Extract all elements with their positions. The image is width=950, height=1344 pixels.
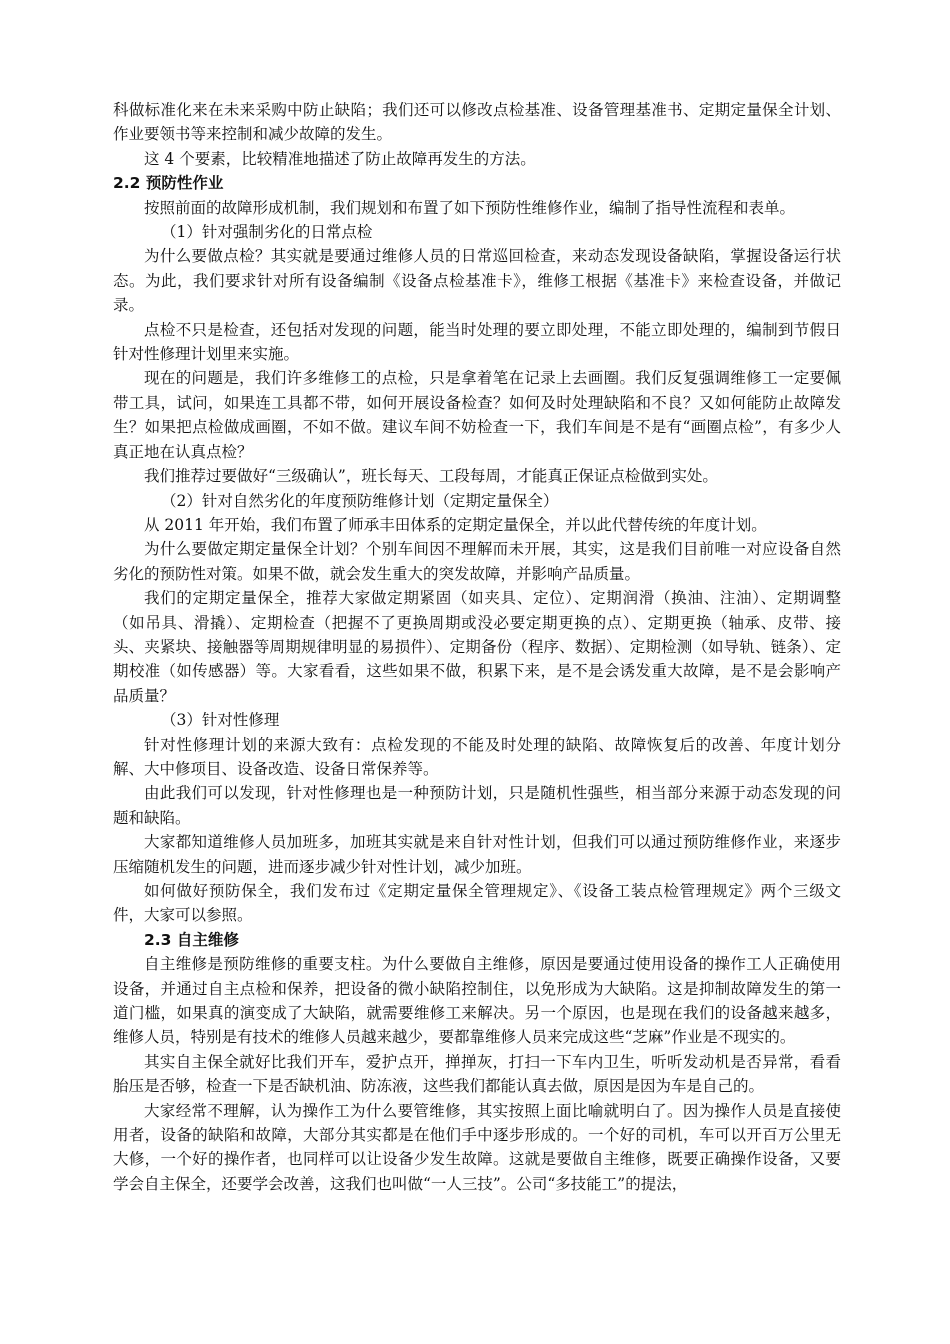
paragraph: 自主维修是预防维修的重要支柱。为什么要做自主维修，原因是要通过使用设备的操作工人正确使用设备，并通过自主点检和保养，把设备的微小缺陷控制住，以免形成为大缺陷。这是抑制故障发生的第一道门槛，如果真的演变成了大缺陷，就需要维修工来解决。另一个原因，也是现在我们的设备越来越多，维修人员，特别是有技术的维修人员越来越少，要都靠维修人员来完成这些“芝麻”作业是不现实的。: [113, 955, 841, 1047]
subsection-title: （3）针对性修理: [161, 711, 280, 730]
section-heading-2-2: 2.2 预防性作业: [113, 174, 224, 193]
subsection-title: （1）针对强制劣化的日常点检: [161, 223, 373, 242]
paragraph: 这 4 个要素，比较精准地描述了防止故障再发生的方法。: [144, 149, 536, 168]
paragraph: 如何做好预防保全，我们发布过《定期定量保全管理规定》、《设备工装点检管理规定》两个三级文件，大家可以参照。: [113, 882, 841, 925]
paragraph: 大家都知道维修人员加班多，加班其实就是来自针对性计划，但我们可以通过预防维修作业，来逐步压缩随机发生的问题，进而逐步减少针对性计划，减少加班。: [113, 833, 841, 876]
paragraph: 为什么要做点检？其实就是要通过维修人员的日常巡回检查，来动态发现设备缺陷，掌握设备运行状态。为此，我们要求针对所有设备编制《设备点检基准卡》，维修工根据《基准卡》来检查设备，并做记录。: [113, 247, 841, 315]
document-page: [113, 98, 841, 1196]
section-heading-2-3: 2.3 自主维修: [144, 930, 239, 949]
subsection-title: （2）针对自然劣化的年度预防维修计划（定期定量保全）: [161, 491, 559, 510]
paragraph: 我们的定期定量保全，推荐大家做定期紧固（如夹具、定位）、定期润滑（换油、注油）、定期调整（如吊具、滑撬）、定期检查（把握不了更换周期或没必要定期更换的点）、定期更换（轴承、皮带、接头、夹紧块、接触器等周期规律明显的易损件）、定期备份（程序、数据）、定期检测（如导轨、链条）、定期校准（如传感器）等。大家看看，这些如果不做，积累下来，是不是会诱发重大故障，是不是会影响产品质量？: [113, 589, 841, 705]
paragraph: 我们推荐过要做好“三级确认”，班长每天、工段每周，才能真正保证点检做到实处。: [144, 467, 718, 486]
paragraph: 从 2011 年开始，我们布置了师承丰田体系的定期定量保全，并以此代替传统的年度计划。: [144, 515, 767, 534]
paragraph: 为什么要做定期定量保全计划？个别车间因不理解而未开展，其实，这是我们目前唯一对应设备自然劣化的预防性对策。如果不做，就会发生重大的突发故障，并影响产品质量。: [113, 540, 841, 583]
paragraph: 由此我们可以发现，针对性修理也是一种预防计划，只是随机性强些，相当部分来源于动态发现的问题和缺陷。: [113, 784, 841, 827]
paragraph: 大家经常不理解，认为操作工为什么要管维修，其实按照上面比喻就明白了。因为操作人员是直接使用者，设备的缺陷和故障，大部分其实都是在他们手中逐步形成的。一个好的司机，车可以开百万公里无大修，一个好的操作者，也同样可以让设备少发生故障。这就是要做自主维修，既要正确操作设备，又要学会自主保全，还要学会改善，这我们也叫做“一人三技”。公司“多技能工”的提法，: [113, 1101, 841, 1193]
paragraph: 现在的问题是，我们许多维修工的点检，只是拿着笔在记录上去画圈。我们反复强调维修工一定要佩带工具，试问，如果连工具都不带，如何开展设备检查？如何及时处理缺陷和不良？又如何能防止故障发生？如果把点检做成画圈，不如不做。建议车间不妨检查一下，我们车间是不是有“画圈点检”，有多少人真正地在认真点检？: [113, 369, 841, 461]
paragraph: 其实自主保全就好比我们开车，爱护点开，掸掸灰，打扫一下车内卫生，听听发动机是否异常，看看胎压是否够，检查一下是否缺机油、防冻液，这些我们都能认真去做，原因是因为车是自己的。: [113, 1052, 841, 1096]
paragraph: 科做标准化来在未来采购中防止缺陷；我们还可以修改点检基准、设备管理基准书、定期定量保全计划、作业要领书等来控制和减少故障的发生。: [113, 101, 841, 144]
paragraph: 按照前面的故障形成机制，我们规划和布置了如下预防性维修作业，编制了指导性流程和表单。: [144, 198, 796, 217]
paragraph: 点检不只是检查，还包括对发现的问题，能当时处理的要立即处理，不能立即处理的，编制到节假日针对性修理计划里来实施。: [113, 320, 841, 364]
paragraph: 针对性修理计划的来源大致有：点检发现的不能及时处理的缺陷、故障恢复后的改善、年度计划分解、大中修项目、设备改造、设备日常保养等。: [113, 735, 841, 778]
